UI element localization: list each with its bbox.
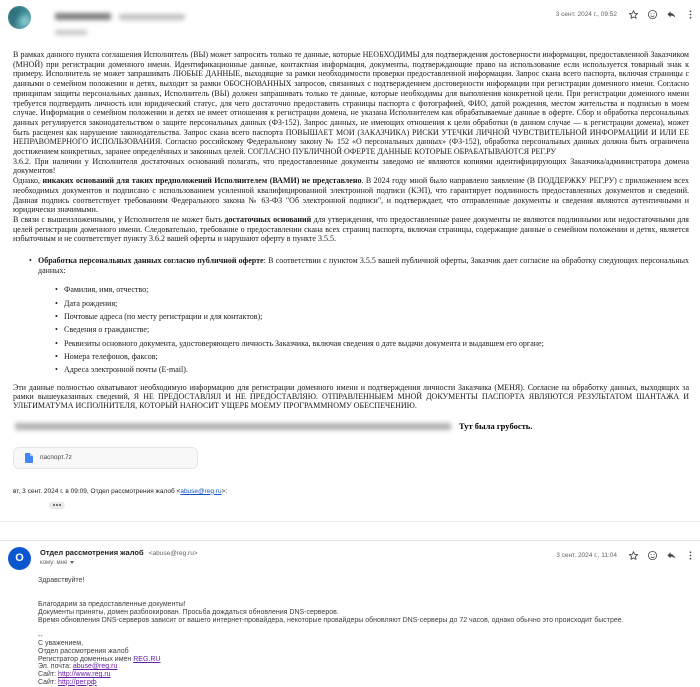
rudeness-line	[15, 422, 689, 432]
personal-data-list	[55, 285, 689, 374]
recipient-line[interactable]: кому: мне	[40, 560, 556, 566]
emoji-reaction-icon[interactable]	[647, 550, 658, 561]
abuse-email-link[interactable]: abuse@reg.ru	[72, 663, 118, 671]
avatar-letter: О	[15, 552, 24, 565]
message-1-sender-block	[55, 6, 556, 35]
redacted-recipient-line[interactable]	[55, 30, 87, 35]
emoji-reaction-icon[interactable]	[647, 9, 658, 20]
reg-rf-link[interactable]: http://рег.рф	[58, 678, 97, 686]
list-item: • Дата рождения;	[55, 299, 689, 309]
reply-icon[interactable]	[666, 550, 677, 561]
attachment-chip[interactable]	[13, 447, 198, 469]
star-icon[interactable]	[628, 550, 639, 561]
message-divider	[0, 521, 700, 522]
reply-icon[interactable]	[666, 9, 677, 20]
quoted-message-header: вт, 3 сент. 2024 г. в 09:09, Отдел рассмотрения жалоб <abuse@reg.ru>:	[13, 487, 228, 495]
star-icon[interactable]	[628, 9, 639, 20]
sender-avatar[interactable]	[8, 547, 31, 570]
sender-email: <abuse@reg.ru>	[148, 549, 198, 557]
list-item: • Сведения о гражданстве;	[55, 325, 689, 335]
quoted-sender-email-link[interactable]: abuse@reg.ru	[180, 487, 222, 495]
list-item: • Адреса электронной почты (E-mail).	[55, 365, 689, 375]
more-options-icon[interactable]	[685, 550, 696, 561]
body-line: Документы приняты, домен разблокирован. Просьба дождаться обновления DNS-серверов.	[38, 608, 339, 616]
file-icon	[25, 453, 33, 463]
chevron-down-icon	[70, 561, 74, 564]
redacted-avatar-image	[8, 6, 31, 29]
redacted-sender-email	[119, 14, 185, 20]
message-1-header	[0, 0, 700, 35]
bold-claim: никаких оснований для таких предположений Исполнителем (ВАМИ) не представлено	[42, 176, 362, 186]
paragraph: 3.6.2. При наличии у Исполнителя достаточных оснований полагать, что предоставленные документы заведомо не являются копиями идентифицирующих Заказчика/администратора домена документов!	[13, 156, 689, 176]
show-trimmed-content-button[interactable]	[49, 502, 65, 509]
list-item: • Реквизиты основного документа, удостоверяющего личность Заказчика, включая сведения о дате выдачи документа и выдавшем его органе;	[55, 339, 689, 349]
www-regru-link[interactable]: http://www.reg.ru	[58, 671, 111, 679]
message-2-body	[38, 577, 700, 687]
message-2	[0, 541, 700, 687]
paragraph: В связи с вышеизложенными, у Исполнителя не может быть достаточных оснований для утверждения, что предоставленные ранее документы не являются подлинными или недостаточными для целей регистрации доменного имени. Следовательно, требование о предоставлении скана всех страниц паспорта, включая страницы, содержащие данные о семейном положении и детях, является избыточным и не соответствует пункту 3.6.2 вашей оферты и нарушают оферту в пункте 3.5.5.	[13, 214, 689, 244]
offer-bullet: • Обработка персональных данных согласно публичной оферте: В соответствии с пунктом 3.5.5 вашей публичной оферты, Заказчик дает согласие на обработку следующих персональных данных:	[29, 256, 689, 275]
signature-line: Регистратор доменных имен REG.RU	[38, 655, 161, 663]
body-line: Благодарим за предоставленные документы!	[38, 600, 186, 608]
message-2-header-actions	[556, 547, 696, 561]
more-options-icon[interactable]	[685, 9, 696, 20]
signature-divider: --	[38, 632, 43, 640]
paragraph: В рамках данного пункта соглашения Исполнитель (ВЫ) может запросить только те данные, которые НЕОБХОДИМЫ для подтверждения достоверности информации, предоставленной Заказчиком (МНОЙ) при регистрации доменного имени. Идентификационные данные, контактная информация, документы, подтверждающие право на использование если используется товарный знак к примеру. Исполнитель не может запрашивать ЛЮБЫЕ ДАННЫЕ, выходящие за рамки необходимости проверки предоставленной информации. Запрос скана всего паспорта, включая страницы с данными о семейном положении и детях, выходит за рамки ОБОСНОВАННЫХ запросов, связанных с подтверждением достоверности информации при регистрации доменного имени. Согласно принципам защиты персональных данных, Исполнитель (ВЫ) должен запрашивать только те данные, которые необходимы для выполнения конкретной цели. При регистрации доменного имени требуется подтвердить личность или юридический статус, для чего достаточно предоставить страницы паспорта с фотографией, ФИО, датой рождения, местом жительства и подписью в моем случае. Информация о семейном положении и детях не имеет отношения к регистрации домена, не указана Исполнителем как обрабатываемые данные в оферте. Сбор и обработка персональных данных регулируется законодательством о защите персональных данных (ФЗ-152). Запрос данных, не имеющих отношения к цели обработки (в данном случае — к регистрации домена), может быть расценен как нарушение законодательства. Запрос скана всего паспорта ПОВЫШАЕТ МОИ (ЗАКАЗЧИКА) РИСКИ УТЕЧКИ ЛИЧНОЙ ЧУВСТВИТЕЛЬНОЙ ИНФОРМАЦИИ И ИЛИ ЕЕ НЕПРАВОМЕРНОГО ИСПОЛЬЗОВАНИЯ. Согласно российскому Федеральному закону № 152 «О персональных данных» (ФЗ-152), обработка персональных данных должна быть ограничена достижением конкретных, заранее определённых и законных целей. СОГЛАСНО ПУБЛИЧНОЙ ОФЕРТЕ ДАННЫЕ КОТОРЫЕ ОБРАБАТЫВАЮТСЯ РЕГ.РУ	[13, 50, 689, 157]
body-line: Время обновления DNS-серверов зависит от вашего интернет-провайдера, некоторые провайдеры обновляют DNS-серверы до 72 часов, однако обычно это происходит быстрее.	[38, 616, 624, 624]
message-2-header	[0, 541, 700, 570]
closing-paragraph: Эти данные полностью охватывают необходимую информацию для регистрации доменного имени и подтверждения личности Заказчика (МЕНЯ). Согласие на обработку данных, выходящих за рамки вышеуказанных сведений, Я НЕ ПРЕДОСТАВЛЯЛ И НЕ ПРЕДОСТАВЛЯЮ. ОТПРАВЛЕННЫЕМ МНОЙ ДОКУМЕНТЫ ПАСПОРТА ЯВЛЯЮТСЯ РЕЗУЛЬТАТОМ ШАНТАЖА И УЛЬТИМАТУМА ИСПОЛНИТЕЛЯ, КОТОРЫЙ НАНОСИТ УЩЕРБ МОЕМУ ПРОГРАММНОМУ ОБЕСПЕЧЕНИЮ.	[13, 382, 689, 410]
rudeness-note: Тут была грубость.	[459, 420, 533, 431]
signature-line: Сайт: http://рег.рф	[38, 678, 97, 686]
attachment-filename: паспорт.7z	[40, 454, 72, 462]
message-2-sender-block	[40, 547, 556, 566]
sender-avatar[interactable]	[8, 6, 31, 29]
paragraph: Однако, никаких оснований для таких предположений Исполнителем (ВАМИ) не представлено. В 2024 году мной было направлено заявление (В ПОДДЕРЖКУ РЕГ.РУ) с приложением всех необходимых документов и подписано с использованием усиленной квалифицированной электронной подписи (КЭП), что гарантирует подлинность предоставленных документов и сведений. Данная подпись соответствует требованиям Федерального закона № 63-ФЗ "Об электронной подписи", и подтверждает, что отправленные документы и сведения являются аутентичными и юридически значимыми.	[13, 176, 689, 215]
list-item: • Фамилия, имя, отчество;	[55, 285, 689, 295]
sender-name: Отдел рассмотрения жалоб	[40, 547, 144, 557]
signature-line: Эл. почта: abuse@reg.ru	[38, 663, 118, 671]
signature-line: Сайт: http://www.reg.ru	[38, 671, 111, 679]
greeting: Здравствуйте!	[38, 576, 85, 584]
redacted-rude-text	[15, 423, 451, 430]
message-1-body	[13, 50, 689, 432]
signature-block	[38, 633, 700, 687]
message-1-date: 3 сент. 2024 г., 09:52	[555, 11, 617, 18]
signature-line: С уважением,	[38, 640, 84, 648]
list-item: • Почтовые адреса (по месту регистрации и для контактов);	[55, 312, 689, 322]
signature-line: Отдел рассмотрения жалоб	[38, 648, 129, 656]
message-2-date: 3 сент. 2024 г., 11:04	[556, 551, 617, 559]
regru-site-link[interactable]: REG.RU	[133, 655, 161, 663]
bold-claim: достаточных оснований	[224, 214, 312, 224]
redacted-sender-name	[55, 13, 111, 20]
message-1-header-actions	[556, 6, 696, 20]
list-item: • Номера телефонов, факсов;	[55, 352, 689, 362]
